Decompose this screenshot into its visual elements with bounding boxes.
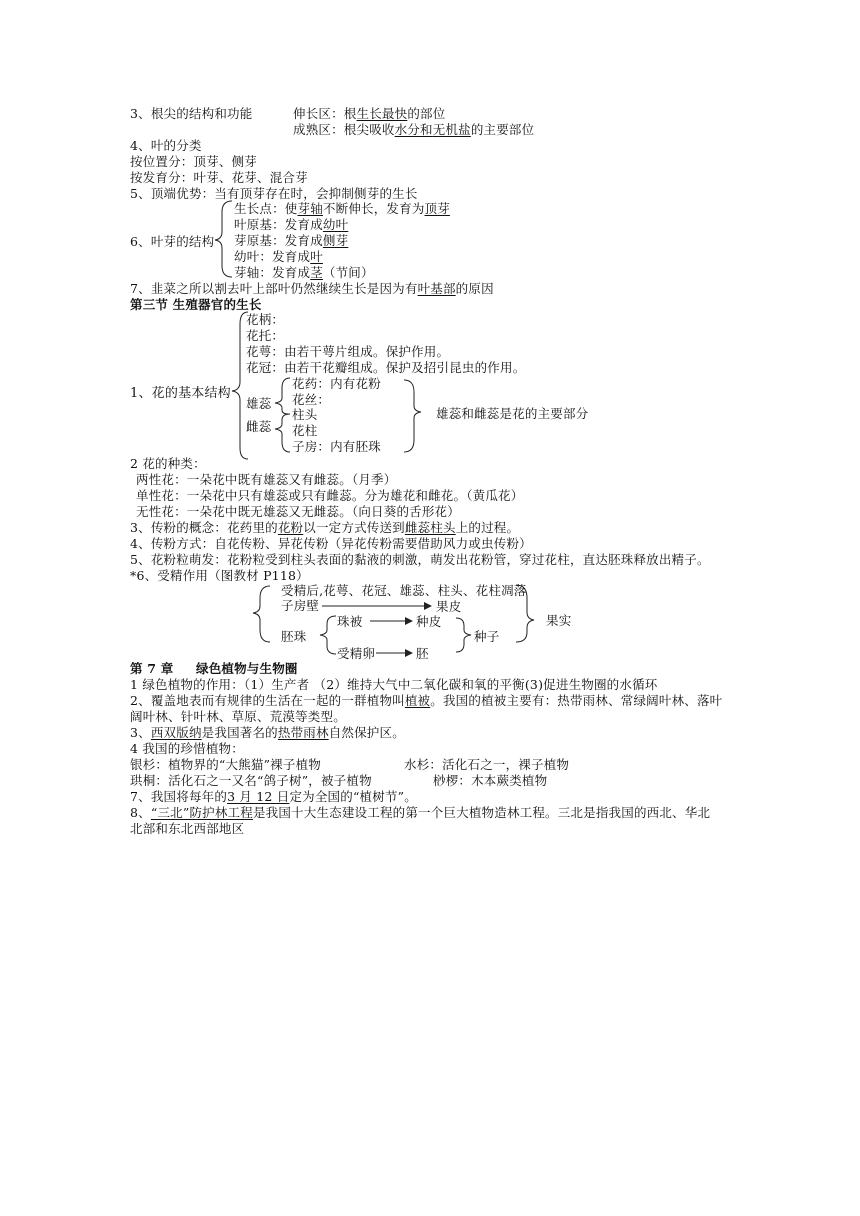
fert-seed-coat: 种皮	[416, 614, 442, 629]
pollen-germination: 5、花粉粒萌发：花粉粒受到柱头表面的黏液的刺激，萌发出花粉管，穿过花柱，直达胚珠释放出精子。	[130, 552, 710, 567]
green-plant-roles: 1 绿色植物的作用：（1）生产者 （2）维持大气中二氧化碳和氧的平衡(3)促进生物圈的水循环	[130, 677, 658, 692]
vegetation-types-cont: 阔叶林、针叶林、草原、荒漠等类型。	[130, 709, 346, 724]
seed-brace	[456, 618, 471, 652]
anther: 花药：内有花粉	[292, 376, 381, 391]
xishuangbanna: 3、西双版纳是我国著名的热带雨林自然保护区。	[130, 725, 405, 740]
fert-ovule: 胚珠	[281, 629, 307, 644]
vegetation-definition: 2、覆盖地表而有规律的生活在一起的一群植物叫植被。我国的植被主要有：热带雨林、常绿阔叶林、落叶	[130, 693, 723, 708]
three-north-project: 8、“三北”防护林工程是我国十大生态建设工程的第一个巨大植物造林工程。三北是指我国的西北、华北	[130, 805, 711, 820]
three-north-project-cont: 北部和东北西部地区	[130, 821, 245, 836]
stigma: 柱头	[292, 407, 318, 422]
calyx: 花萼：由若干萼片组成。保护作用。	[246, 344, 450, 359]
bud-axis: 芽轴：发育成茎（节间）	[234, 265, 374, 280]
style: 花柱	[292, 423, 318, 438]
davidia: 珙桐：活化石之一又名“鸽子树”，被子植物	[130, 773, 372, 788]
fert-seed: 种子	[474, 629, 500, 644]
ovary: 子房：内有胚珠	[292, 439, 381, 454]
pollination-methods: 4、传粉方式：自花传粉、异花传粉（异花传粉需要借助风力或虫传粉）	[130, 536, 532, 551]
apical-dominance: 5、顶端优势：当有顶芽存在时，会抑制侧芽的生长	[130, 186, 418, 201]
maturation-zone: 成熟区：根尖吸收水分和无机盐的主要部位	[293, 122, 535, 137]
rare-plants-heading: 4 我国的珍惜植物：	[130, 741, 244, 756]
ovule-brace	[320, 616, 336, 654]
neutral-flower: 无性花：一朵花中既无雄蕊又无雌蕊。（向日葵的舌形花）	[136, 504, 460, 519]
root-tip-heading: 3、根尖的结构和功能	[130, 106, 253, 121]
fert-fruit: 果实	[546, 613, 572, 628]
flower-structure-label: 1、花的基本结构	[130, 386, 231, 401]
filament: 花丝：	[292, 392, 331, 407]
alsophila: 桫椤：木本蕨类植物	[433, 773, 548, 788]
fert-fruit-peel: 果皮	[436, 599, 462, 614]
stamen-brace	[275, 378, 290, 414]
arbor-day: 7、我国将每年的3 月 12 日定为全国的“植树节”。	[130, 789, 417, 804]
fert-embryo: 胚	[416, 646, 429, 661]
chapter-7-title: 绿色植物与生物圈	[196, 661, 298, 676]
leaf-classification-heading: 4、叶的分类	[130, 138, 202, 153]
metasequoia: 水杉：活化石之一，裸子植物	[404, 757, 570, 772]
receptacle: 花托：	[246, 328, 285, 343]
leaf-by-development: 按发育分：叶芽、花芽、混合芽	[130, 170, 308, 185]
leaf-bud-brace	[215, 201, 232, 277]
bisexual-flower: 两性花：一朵花中既有雄蕊又有雌蕊。（月季）	[136, 472, 397, 487]
young-leaf: 幼叶：发育成叶	[234, 249, 323, 264]
fert-wither: 受精后,花萼、花冠、雄蕊、柱头、花柱凋落	[281, 583, 527, 598]
cathaya: 银杉：植物界的“大熊猫”裸子植物	[130, 757, 321, 772]
pistil-brace	[275, 414, 290, 452]
main-parts-brace	[404, 380, 421, 452]
leaf-by-position: 按位置分：顶芽、侧芽	[130, 154, 258, 169]
main-parts-note: 雄蕊和雌蕊是花的主要部分	[436, 406, 589, 421]
stamen-label: 雄蕊	[246, 396, 272, 411]
leaf-primordium: 叶原基：发育成幼叶	[234, 217, 349, 232]
fertilization-brace	[253, 586, 270, 642]
pollination-concept: 3、传粉的概念：花药里的花粉以一定方式传送到雌蕊柱头上的过程。	[130, 520, 520, 535]
elongation-zone: 伸长区：根生长最快的部位	[293, 106, 446, 121]
flower-types-heading: 2 花的种类：	[130, 456, 206, 471]
chapter-7-number: 第 7 章	[130, 661, 174, 676]
growth-point: 生长点：使芽轴不断伸长，发育为顶芽	[234, 201, 450, 216]
pistil-label: 雌蕊	[246, 419, 272, 434]
fertilization-heading: *6、受精作用（图教材 P118）	[130, 568, 309, 583]
fert-zygote: 受精卵	[337, 646, 376, 661]
flower-stalk: 花柄：	[246, 312, 285, 327]
leaf-bud-structure-label: 6、叶芽的结构	[130, 234, 215, 249]
bud-primordium: 芽原基：发育成侧芽	[234, 233, 349, 248]
chive-leaf-base: 7、韭菜之所以割去叶上部叶仍然继续生长是因为有叶基部的原因	[130, 281, 494, 296]
corolla: 花冠：由若干花瓣组成。保护及招引昆虫的作用。	[246, 360, 526, 375]
fert-integument: 珠被	[337, 614, 363, 629]
unisexual-flower: 单性花：一朵花中只有雄蕊或只有雌蕊。分为雄花和雌花。（黄瓜花）	[136, 488, 524, 503]
section-title-reproductive: 第三节 生殖器官的生长	[130, 297, 262, 312]
fert-ovary-wall: 子房壁	[281, 598, 320, 613]
